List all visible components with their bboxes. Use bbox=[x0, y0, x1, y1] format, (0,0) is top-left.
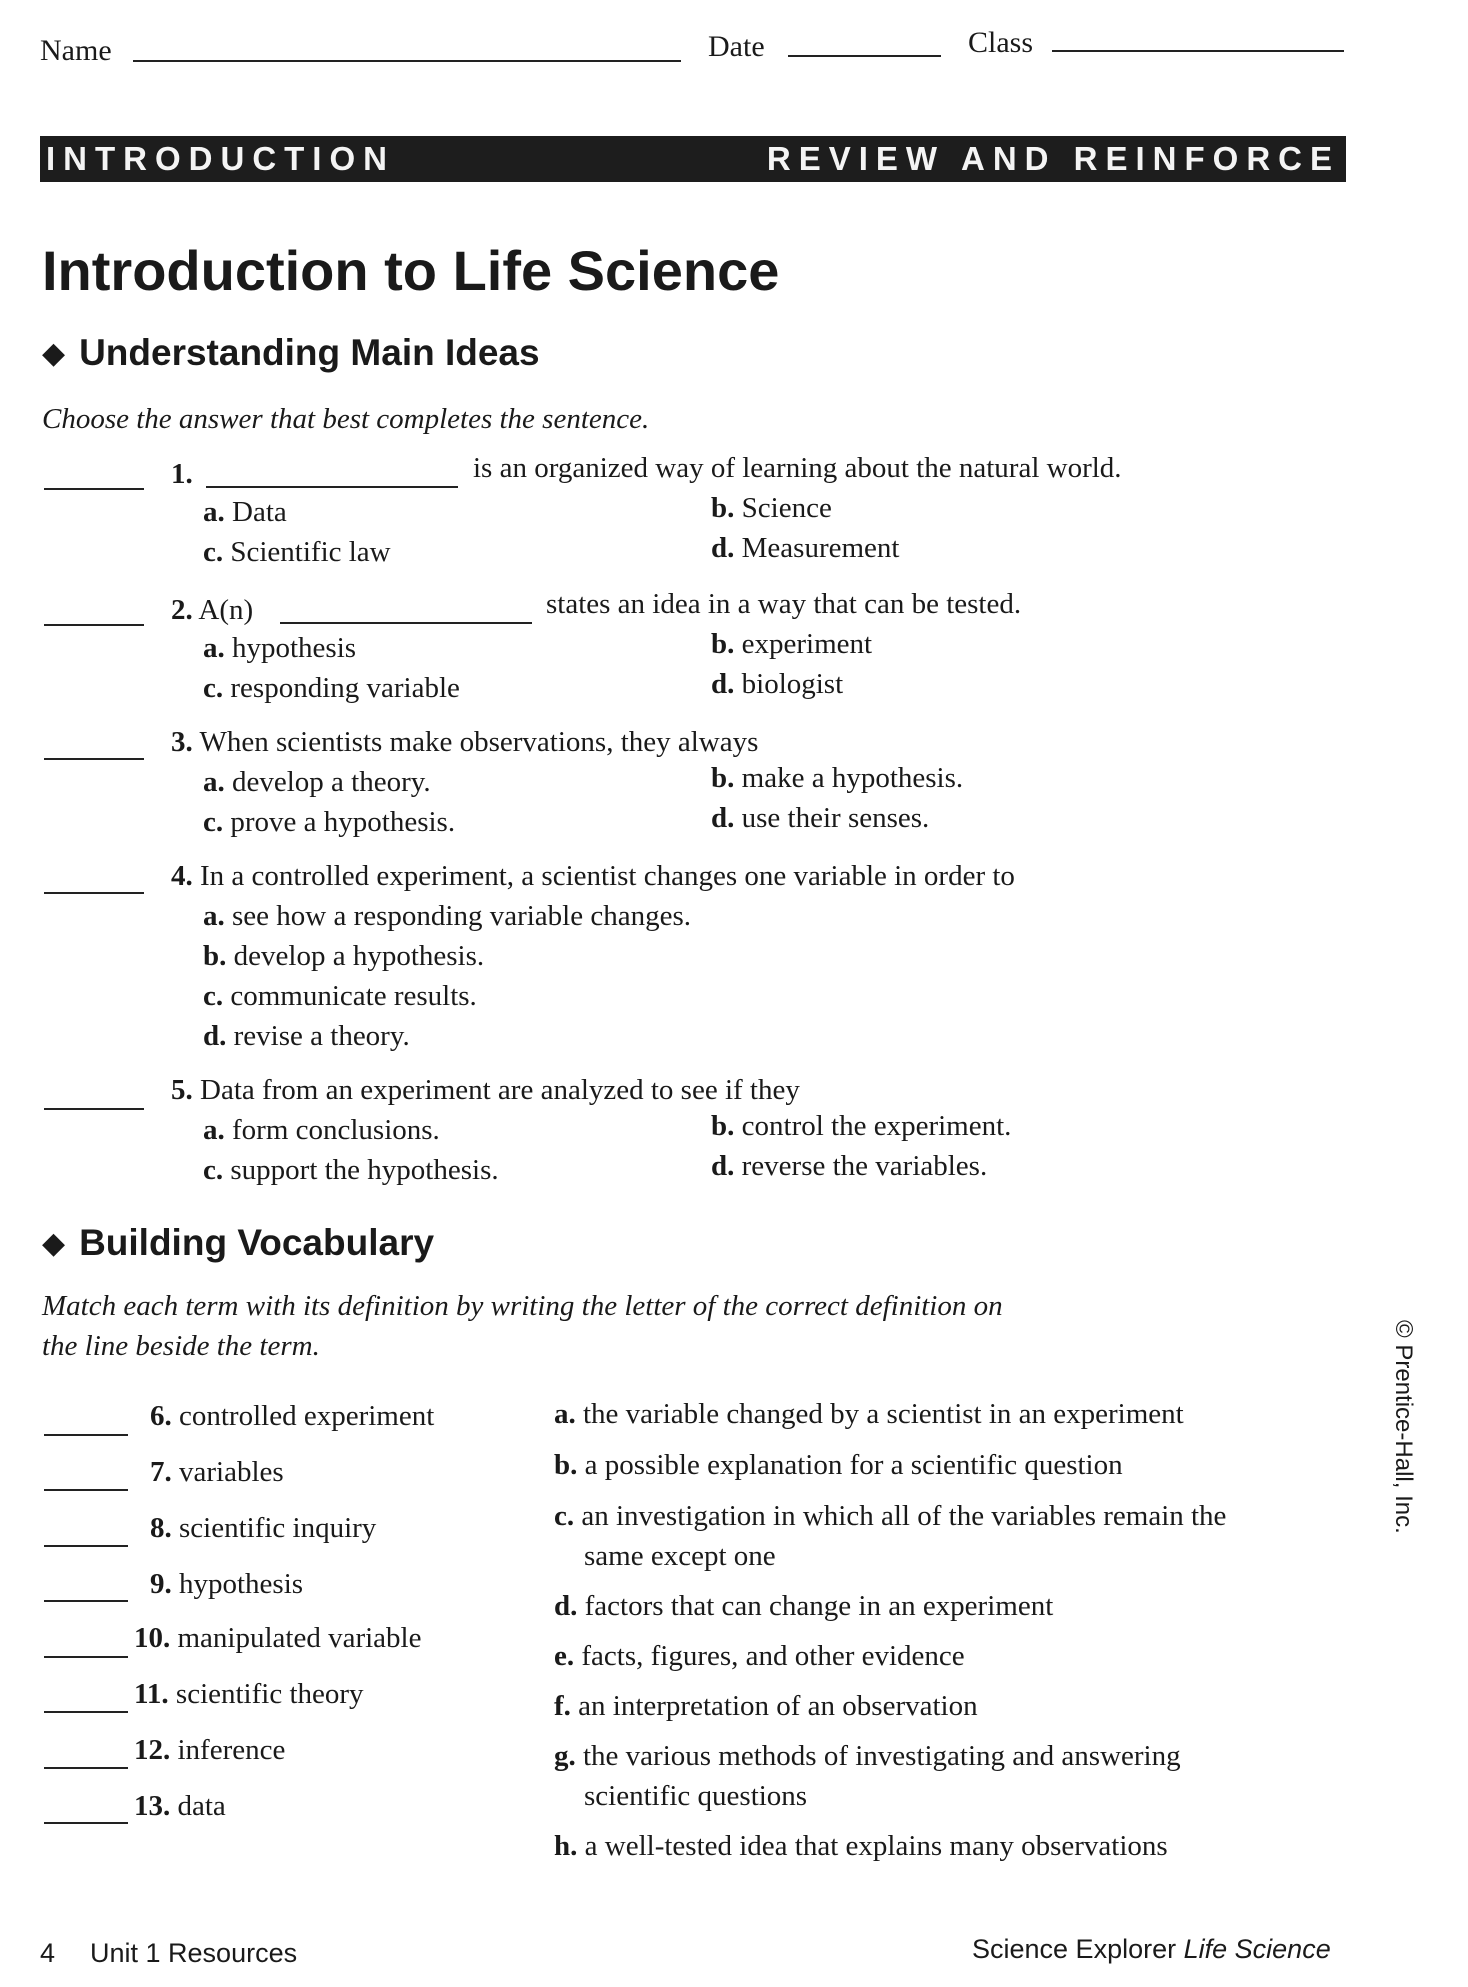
answer-line-8[interactable] bbox=[44, 1545, 128, 1547]
option-5b: b. control the experiment. bbox=[711, 1110, 1012, 1142]
banner-left-text: INTRODUCTION bbox=[46, 140, 395, 177]
fill-blank-2[interactable] bbox=[280, 622, 532, 624]
option-5d: d. reverse the variables. bbox=[711, 1150, 988, 1182]
class-label: Class bbox=[968, 26, 1034, 59]
name-label: Name bbox=[40, 34, 112, 67]
footer-right-text: Science Explorer Life Science bbox=[972, 1934, 1331, 1964]
date-line[interactable] bbox=[788, 55, 941, 57]
footer-left-text: Unit 1 Resources bbox=[90, 1938, 298, 1968]
term-12: 12. inference bbox=[134, 1734, 286, 1766]
question-2: 2. A(n) bbox=[171, 594, 254, 626]
definition-f: f. an interpretation of an observation bbox=[554, 1690, 978, 1722]
chapter-banner bbox=[40, 136, 1346, 182]
option-2c: c. responding variable bbox=[203, 672, 460, 704]
answer-line-3[interactable] bbox=[44, 758, 144, 760]
footer-page-number: 4 bbox=[40, 1938, 56, 1968]
term-6: 6. controlled experiment bbox=[150, 1400, 435, 1432]
option-5c: c. support the hypothesis. bbox=[203, 1154, 499, 1186]
section-heading-text: Building Vocabulary bbox=[79, 1222, 435, 1263]
question-3: 3. When scientists make observations, they always bbox=[171, 726, 759, 758]
question-5: 5. Data from an experiment are analyzed to see if they bbox=[171, 1074, 800, 1106]
option-1c: c. Scientific law bbox=[203, 536, 391, 568]
answer-line-9[interactable] bbox=[44, 1600, 128, 1602]
option-2a: a. hypothesis bbox=[203, 632, 357, 664]
question-1 bbox=[171, 458, 193, 491]
definition-a: a. the variable changed by a scientist in an experiment bbox=[554, 1398, 1184, 1430]
diamond-icon: ◆ bbox=[42, 337, 66, 370]
date-label: Date bbox=[708, 30, 765, 63]
option-1a: a. Data bbox=[203, 496, 287, 528]
option-4a: a. see how a responding variable changes. bbox=[203, 900, 692, 932]
question-4: 4. In a controlled experiment, a scientist changes one variable in order to bbox=[171, 860, 1015, 892]
fill-blank-1[interactable] bbox=[206, 486, 458, 488]
name-line[interactable] bbox=[133, 60, 681, 62]
term-13: 13. data bbox=[134, 1790, 226, 1822]
term-11: 11. scientific theory bbox=[134, 1678, 364, 1710]
copyright-notice: © Prentice-Hall, Inc. bbox=[1390, 1320, 1417, 1534]
question-number: 1. bbox=[171, 458, 193, 490]
option-3d: d. use their senses. bbox=[711, 802, 930, 834]
answer-line-13[interactable] bbox=[44, 1822, 128, 1824]
question-2-text: states an idea in a way that can be tested. bbox=[546, 588, 1022, 620]
class-line[interactable] bbox=[1052, 50, 1344, 52]
term-9: 9. hypothesis bbox=[150, 1568, 304, 1600]
term-8: 8. scientific inquiry bbox=[150, 1512, 377, 1544]
term-10: 10. manipulated variable bbox=[134, 1622, 422, 1654]
option-3b: b. make a hypothesis. bbox=[711, 762, 964, 794]
answer-line-4[interactable] bbox=[44, 892, 144, 894]
definition-g: g. the various methods of investigating and answering bbox=[554, 1740, 1181, 1772]
definition-h: h. a well-tested idea that explains many observations bbox=[554, 1830, 1168, 1862]
option-4c: c. communicate results. bbox=[203, 980, 477, 1012]
answer-line-7[interactable] bbox=[44, 1489, 128, 1491]
definition-c-line2: same except one bbox=[584, 1540, 776, 1572]
section-heading-vocabulary bbox=[42, 1222, 434, 1264]
question-number: 5. bbox=[171, 1074, 193, 1106]
question-1-text: is an organized way of learning about the natural world. bbox=[473, 452, 1122, 484]
answer-line-6[interactable] bbox=[44, 1434, 128, 1436]
term-7: 7. variables bbox=[150, 1456, 284, 1488]
option-3a: a. develop a theory. bbox=[203, 766, 431, 798]
option-1d: d. Measurement bbox=[711, 532, 900, 564]
section-heading-text: Understanding Main Ideas bbox=[79, 332, 540, 373]
answer-line-11[interactable] bbox=[44, 1711, 128, 1713]
option-4d: d. revise a theory. bbox=[203, 1020, 410, 1052]
option-2b: b. experiment bbox=[711, 628, 873, 660]
answer-line-10[interactable] bbox=[44, 1656, 128, 1658]
question-number: 2. bbox=[171, 594, 193, 626]
definition-d: d. factors that can change in an experiment bbox=[554, 1590, 1054, 1622]
section2-instructions-line1: Match each term with its definition by writing the letter of the correct definition on bbox=[42, 1290, 1003, 1322]
question-number: 3. bbox=[171, 726, 193, 758]
option-2d: d. biologist bbox=[711, 668, 844, 700]
option-4b: b. develop a hypothesis. bbox=[203, 940, 485, 972]
answer-line-5[interactable] bbox=[44, 1108, 144, 1110]
answer-line-1[interactable] bbox=[44, 488, 144, 490]
section1-instructions: Choose the answer that best completes the sentence. bbox=[42, 403, 650, 435]
definition-c: c. an investigation in which all of the variables remain the bbox=[554, 1500, 1227, 1532]
definition-g-line2: scientific questions bbox=[584, 1780, 808, 1812]
diamond-icon: ◆ bbox=[42, 1227, 66, 1260]
definition-b: b. a possible explanation for a scientific question bbox=[554, 1449, 1123, 1481]
section-heading-main-ideas bbox=[42, 332, 540, 374]
answer-line-12[interactable] bbox=[44, 1767, 128, 1769]
definition-e: e. facts, figures, and other evidence bbox=[554, 1640, 965, 1672]
banner-right-text: REVIEW AND REINFORCE bbox=[766, 140, 1340, 177]
answer-line-2[interactable] bbox=[44, 624, 144, 626]
option-1b: b. Science bbox=[711, 492, 832, 524]
option-5a: a. form conclusions. bbox=[203, 1114, 440, 1146]
option-3c: c. prove a hypothesis. bbox=[203, 806, 456, 838]
section2-instructions-line2: the line beside the term. bbox=[42, 1330, 320, 1362]
page-title: Introduction to Life Science bbox=[42, 239, 780, 302]
question-number: 4. bbox=[171, 860, 193, 892]
